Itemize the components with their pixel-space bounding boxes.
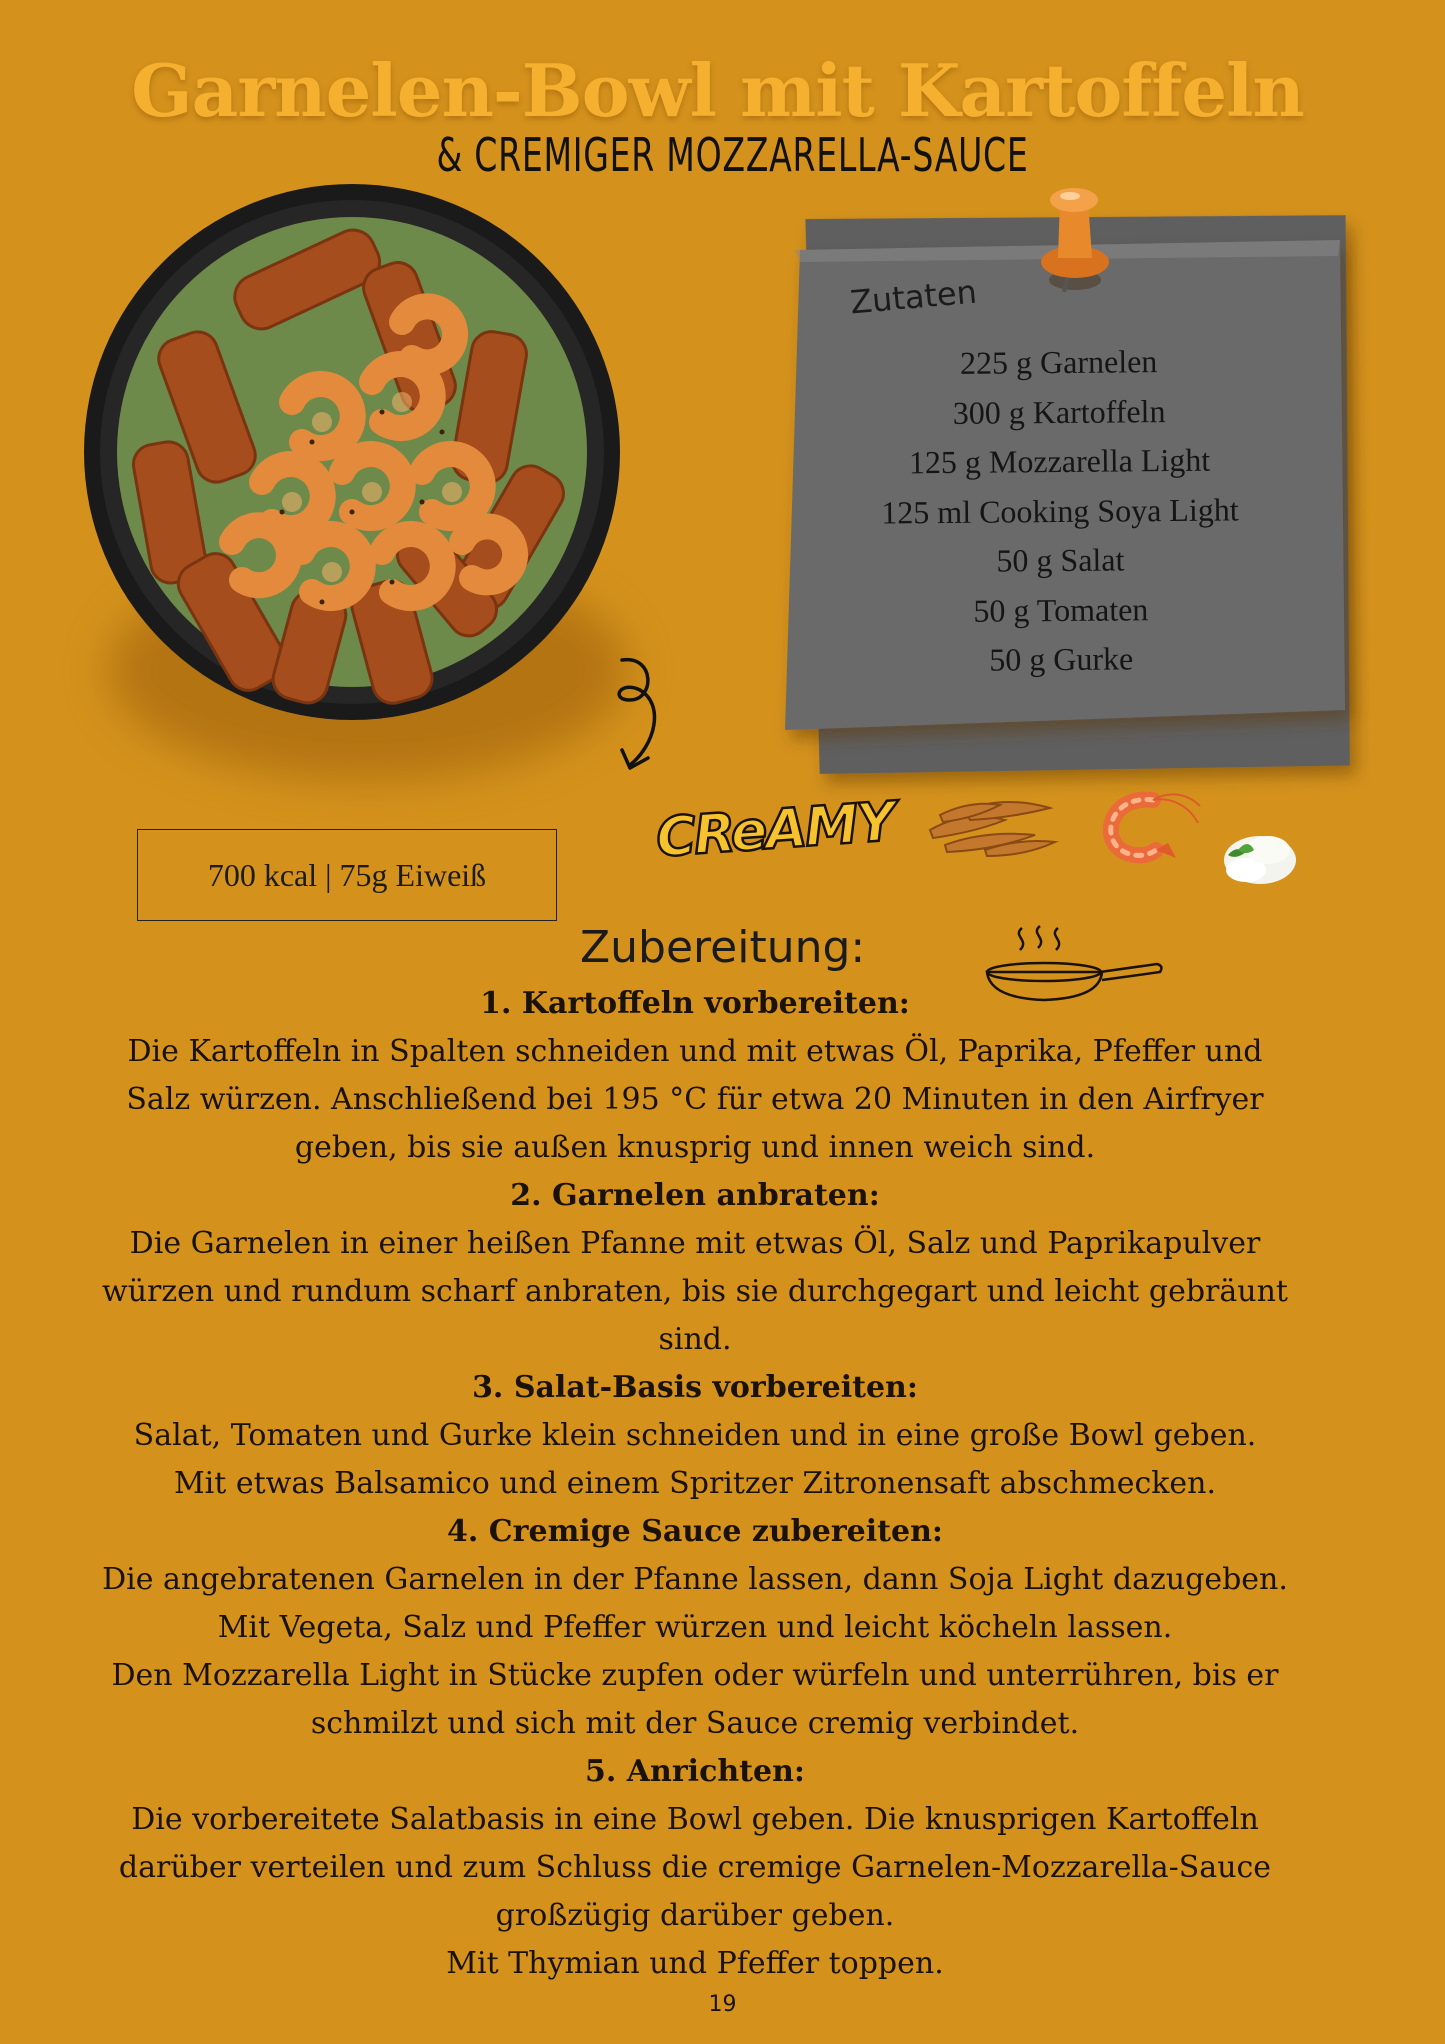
nutrition-box: 700 kcal | 75g Eiweiß	[137, 829, 557, 921]
ingredient-item: 50 g Salat	[996, 541, 1125, 579]
step-text: Salat, Tomaten und Gurke klein schneiden und in eine große Bowl geben.	[133, 1418, 1257, 1453]
step-text: würzen und rundum scharf anbraten, bis sie durchgegart und leicht gebräunt	[102, 1274, 1288, 1309]
step-text: Die Kartoffeln in Spalten schneiden und mit etwas Öl, Paprika, Pfeffer und	[127, 1034, 1263, 1069]
step-text: Mit Vegeta, Salz und Pfeffer würzen und leicht köcheln lassen.	[217, 1610, 1173, 1645]
step-4	[90, 1508, 1300, 1748]
step-title: 4. Cremige Sauce zubereiten:	[447, 1514, 943, 1549]
ingredient-item: 125 ml Cooking Soya Light	[881, 490, 1239, 531]
push-pin-icon	[1030, 170, 1140, 300]
step-3	[90, 1364, 1300, 1508]
step-1	[90, 980, 1300, 1172]
step-text: schmilzt und sich mit der Sauce cremig verbindet.	[310, 1706, 1080, 1741]
ingredient-item: 50 g Gurke	[989, 640, 1134, 678]
ingredient-item: 50 g Tomaten	[973, 590, 1149, 629]
step-title: 5. Anrichten:	[585, 1754, 805, 1789]
step-text: Den Mozzarella Light in Stücke zupfen oder würfeln und unterrühren, bis er	[111, 1658, 1279, 1693]
ingredients-list	[828, 336, 1291, 687]
bowl-photo	[82, 182, 622, 722]
step-text: Die Garnelen in einer heißen Pfanne mit etwas Öl, Salz und Paprikapulver	[129, 1226, 1261, 1261]
ingredient-item: 225 g Garnelen	[959, 343, 1158, 381]
ingredient-item: 300 g Kartoffeln	[952, 392, 1166, 431]
mozzarella-icon	[1218, 820, 1300, 890]
step-text: Die angebratenen Garnelen in der Pfanne lassen, dann Soja Light dazugeben.	[102, 1562, 1288, 1597]
step-text: geben, bis sie außen knusprig und innen weich sind.	[294, 1130, 1096, 1165]
step-5	[90, 1748, 1300, 1988]
step-text: Salz würzen. Anschließend bei 195 °C für etwa 20 Minuten in den Airfryer	[126, 1082, 1264, 1117]
recipe-title: Garnelen-Bowl mit Kartoffeln	[131, 48, 1304, 133]
step-text: Mit etwas Balsamico und einem Spritzer Zitronensaft abschmecken.	[173, 1466, 1217, 1501]
step-title: 3. Salat-Basis vorbereiten:	[472, 1370, 918, 1405]
creamy-label: CReAMY	[654, 789, 896, 870]
ingredients-heading: Zutaten	[848, 272, 979, 322]
step-text: sind.	[658, 1322, 732, 1357]
step-text: Die vorbereitete Salatbasis in eine Bowl geben. Die knusprigen Kartoffeln	[131, 1802, 1259, 1837]
step-text: Mit Thymian und Pfeffer toppen.	[446, 1946, 944, 1981]
recipe-subtitle: & CREMIGER MOZZARELLA-SAUCE	[436, 128, 1029, 182]
ingredient-item: 125 g Mozzarella Light	[908, 441, 1211, 481]
step-2	[90, 1172, 1300, 1364]
curly-arrow-icon	[600, 650, 690, 780]
page-number: 19	[708, 1992, 737, 2017]
step-title: 1. Kartoffeln vorbereiten:	[480, 986, 910, 1021]
preparation-heading: Zubereitung:	[580, 922, 866, 973]
step-text: großzügig darüber geben.	[495, 1898, 895, 1933]
step-text: darüber verteilen und zum Schluss die cremige Garnelen-Mozzarella-Sauce	[118, 1850, 1272, 1885]
potato-wedges-icon	[925, 790, 1060, 860]
shrimp-icon	[1098, 788, 1203, 868]
preparation-steps	[90, 980, 1300, 1988]
step-title: 2. Garnelen anbraten:	[510, 1178, 880, 1213]
